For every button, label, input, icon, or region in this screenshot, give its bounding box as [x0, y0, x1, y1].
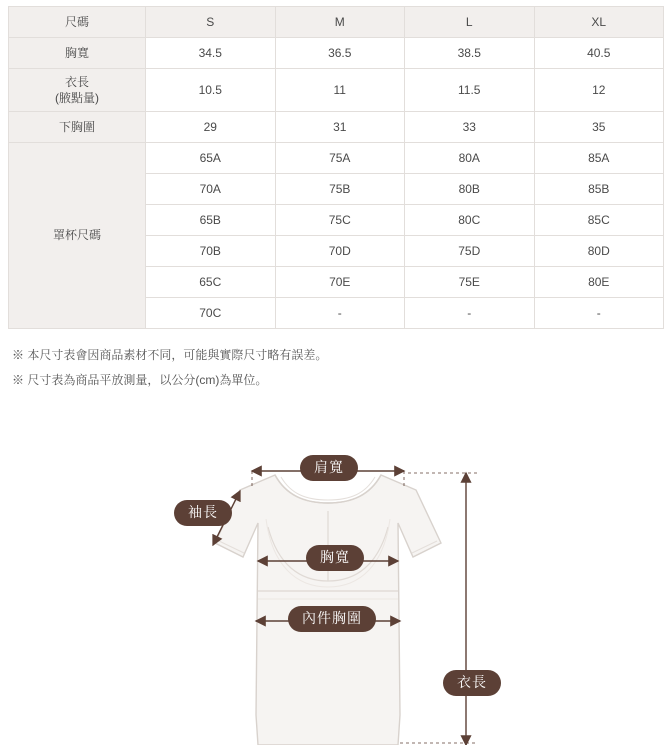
label-garment-length: 衣長: [443, 670, 501, 695]
row-label-chest-width: 胸寬: [9, 38, 146, 69]
cell-cup-3-l: 75D: [405, 236, 535, 267]
cell-underbust-s: 29: [146, 112, 276, 143]
size-table-container: [0, 0, 672, 329]
cell-cup-0-s: 65A: [146, 143, 276, 174]
notes-section: [0, 329, 672, 393]
cell-underbust-m: 31: [275, 112, 405, 143]
header-cell-m: M: [275, 7, 405, 38]
row-label-length: [9, 69, 146, 112]
cell-cup-3-xl: 80D: [534, 236, 664, 267]
cell-chest-width-s: 34.5: [146, 38, 276, 69]
cell-cup-2-m: 75C: [275, 205, 405, 236]
cell-cup-0-xl: 85A: [534, 143, 664, 174]
cell-cup-3-s: 70B: [146, 236, 276, 267]
cell-cup-1-m: 75B: [275, 174, 405, 205]
cell-chest-width-m: 36.5: [275, 38, 405, 69]
cell-length-m: 11: [275, 69, 405, 112]
label-sleeve-length: 袖長: [174, 500, 232, 525]
row-label-underbust: 下胸圍: [9, 112, 146, 143]
cell-length-xl: 12: [534, 69, 664, 112]
cell-cup-2-s: 65B: [146, 205, 276, 236]
cell-underbust-l: 33: [405, 112, 535, 143]
header-cell-s: S: [146, 7, 276, 38]
header-cell-xl: XL: [534, 7, 664, 38]
table-header-row: [9, 7, 664, 38]
cell-cup-1-xl: 85B: [534, 174, 664, 205]
cell-chest-width-l: 38.5: [405, 38, 535, 69]
cell-cup-4-m: 70E: [275, 267, 405, 298]
row-label-length-line2: (腋點量): [55, 91, 99, 105]
table-row: [9, 143, 664, 174]
cell-cup-0-m: 75A: [275, 143, 405, 174]
header-cell-size: 尺碼: [9, 7, 146, 38]
cell-cup-2-l: 80C: [405, 205, 535, 236]
label-shoulder-width: 肩寬: [300, 455, 358, 480]
size-table: [8, 6, 664, 329]
cell-cup-4-l: 75E: [405, 267, 535, 298]
cell-cup-4-xl: 80E: [534, 267, 664, 298]
cell-length-s: 10.5: [146, 69, 276, 112]
label-bust-width: 胸寬: [306, 545, 364, 570]
measurement-diagram: [0, 415, 672, 745]
cell-cup-5-m: -: [275, 298, 405, 329]
row-label-cup-size: 罩杯尺碼: [9, 143, 146, 329]
row-label-length-line1: 衣長: [64, 74, 89, 89]
cell-underbust-xl: 35: [534, 112, 664, 143]
cell-chest-width-xl: 40.5: [534, 38, 664, 69]
table-row: [9, 112, 664, 143]
cell-cup-2-xl: 85C: [534, 205, 664, 236]
note-line-2: ※ 尺寸表為商品平放測量，以公分(cm)為單位。: [12, 373, 268, 388]
cell-cup-4-s: 65C: [146, 267, 276, 298]
label-inner-bust: 內件胸圍: [288, 606, 376, 631]
cell-cup-0-l: 80A: [405, 143, 535, 174]
cell-length-l: 11.5: [405, 69, 535, 112]
table-row: [9, 69, 664, 112]
cell-cup-1-s: 70A: [146, 174, 276, 205]
table-row: [9, 38, 664, 69]
header-cell-l: L: [405, 7, 535, 38]
cell-cup-3-m: 70D: [275, 236, 405, 267]
cell-cup-1-l: 80B: [405, 174, 535, 205]
cell-cup-5-l: -: [405, 298, 535, 329]
cell-cup-5-s: 70C: [146, 298, 276, 329]
note-line-1: ※ 本尺寸表會因商品素材不同，可能與實際尺寸略有誤差。: [12, 348, 328, 362]
cell-cup-5-xl: -: [534, 298, 664, 329]
